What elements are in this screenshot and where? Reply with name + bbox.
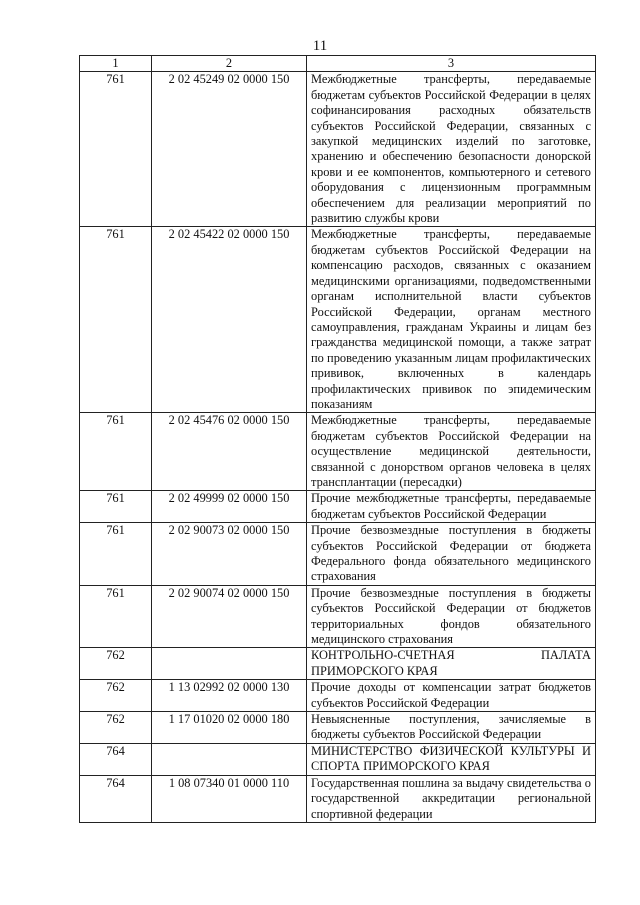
admin-code-cell: 761: [80, 585, 152, 648]
income-name-cell: Прочие безвозмездные поступления в бюджеты субъектов Российской Федерации от бюджетов территориальных фондов обязательного медицинского страхования: [307, 585, 596, 648]
income-name-cell: Межбюджетные трансферты, передаваемые бюджетам субъектов Российской Федерации на осуществление медицинской деятельности, связанной с донорством органов человека в целях трансплантации (пересадки): [307, 413, 596, 491]
income-code-cell: 1 13 02992 02 0000 130: [152, 680, 307, 712]
budget-classification-table: [79, 55, 596, 823]
organization-name-cell: [307, 743, 596, 775]
income-name-cell: Межбюджетные трансферты, передаваемые бюджетам субъектов Российской Федерации на компенсацию расходов, связанных с оказанием медицинскими организациями, подведомственными органам исполнительной власти субъектов Российской Федерации, органам местного самоуправления, гражданам Украины и лицам без гражданства медицинской помощи, а также затрат по проведению указанным лицам профилактических прививок, включенных в календарь профилактических прививок по эпидемическим показаниям: [307, 227, 596, 413]
income-code-cell: 2 02 90073 02 0000 150: [152, 523, 307, 586]
table-row-organization: [80, 648, 596, 680]
admin-code-cell: 761: [80, 72, 152, 227]
income-name-cell: Межбюджетные трансферты, передаваемые бюджетам субъектов Российской Федерации в целях софинансирования расходных обязательств субъектов Российской Федерации, связанных с закупкой медицинских изделий по заготовке, хранению и обеспечению безопасности донорской крови и ее компонентов, компьютерного и сетевого оборудования с лицензионным программным обеспечением для реализации мероприятий по развитию службы крови: [307, 72, 596, 227]
income-name-cell: Государственная пошлина за выдачу свидетельства о государственной аккредитации региональной спортивной федерации: [307, 775, 596, 822]
income-code-cell: 2 02 45476 02 0000 150: [152, 413, 307, 491]
table-row: [80, 491, 596, 523]
admin-code-cell: 761: [80, 523, 152, 586]
income-name-cell: Прочие межбюджетные трансферты, передаваемые бюджетам субъектов Российской Федерации: [307, 491, 596, 523]
table-row: [80, 680, 596, 712]
income-code-cell: 2 02 90074 02 0000 150: [152, 585, 307, 648]
income-code-cell: 2 02 45422 02 0000 150: [152, 227, 307, 413]
organization-name-line: ПРИМОРСКОГО КРАЯ: [311, 663, 438, 678]
table-row: [80, 72, 596, 227]
table-row: [80, 227, 596, 413]
organization-name-line: КОНТРОЛЬНО-СЧЕТНАЯ ПАЛАТА: [311, 648, 591, 663]
table-header-row: [80, 56, 596, 72]
table-row: [80, 712, 596, 744]
organization-name-line: МИНИСТЕРСТВО ФИЗИЧЕСКОЙ КУЛЬТУРЫ И: [311, 743, 591, 758]
admin-code-cell: 761: [80, 227, 152, 413]
column-header-admin: 1: [80, 56, 152, 72]
income-code-cell: 1 17 01020 02 0000 180: [152, 712, 307, 744]
table-row: [80, 413, 596, 491]
admin-code-cell: 761: [80, 491, 152, 523]
income-code-cell: 2 02 49999 02 0000 150: [152, 491, 307, 523]
income-code-cell: 1 08 07340 01 0000 110: [152, 775, 307, 822]
income-code-cell: 2 02 45249 02 0000 150: [152, 72, 307, 227]
admin-code-cell: 761: [80, 413, 152, 491]
admin-code-cell: 762: [80, 712, 152, 744]
income-name-cell: Прочие доходы от компенсации затрат бюджетов субъектов Российской Федерации: [307, 680, 596, 712]
organization-name-line: СПОРТА ПРИМОРСКОГО КРАЯ: [311, 759, 490, 774]
table-row: [80, 523, 596, 586]
admin-code-cell: 762: [80, 680, 152, 712]
column-header-code: 2: [152, 56, 307, 72]
table-row: [80, 775, 596, 822]
column-header-name: 3: [307, 56, 596, 72]
income-name-cell: Невыясненные поступления, зачисляемые в бюджеты субъектов Российской Федерации: [307, 712, 596, 744]
page-number: 11: [312, 38, 328, 54]
income-code-cell: [152, 648, 307, 680]
table-row: [80, 585, 596, 648]
income-code-cell: [152, 743, 307, 775]
organization-name-cell: [307, 648, 596, 680]
income-name-cell: Прочие безвозмездные поступления в бюджеты субъектов Российской Федерации от бюджета Федерального фонда обязательного медицинского страхования: [307, 523, 596, 586]
table-row-organization: [80, 743, 596, 775]
admin-code-cell: 764: [80, 775, 152, 822]
admin-code-cell: 762: [80, 648, 152, 680]
admin-code-cell: 764: [80, 743, 152, 775]
